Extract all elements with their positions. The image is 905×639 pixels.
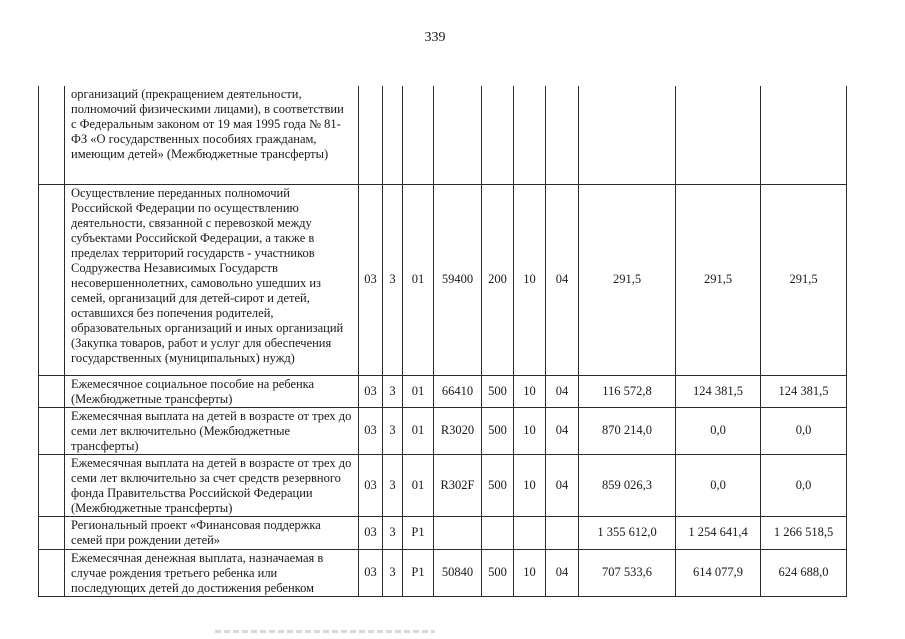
table-row [39, 549, 847, 596]
code-cell: R3020 [434, 407, 482, 454]
amount-cell: 1 254 641,4 [676, 516, 761, 549]
code-cell: 3 [383, 407, 403, 454]
amount-cell: 124 381,5 [676, 375, 761, 407]
code-cell [514, 516, 546, 549]
code-cell: 10 [514, 407, 546, 454]
row-description: Ежемесячная выплата на детей в возрасте от трех до семи лет включительно (Межбюджетные трансферты) [65, 407, 359, 454]
code-cell: 01 [403, 407, 434, 454]
row-gutter [39, 184, 65, 375]
code-cell: 59400 [434, 184, 482, 375]
row-gutter [39, 516, 65, 549]
amount-cell: 614 077,9 [676, 549, 761, 596]
code-cell: R302F [434, 454, 482, 516]
row-gutter [39, 454, 65, 516]
code-cell: 03 [359, 375, 383, 407]
code-cell: 3 [383, 549, 403, 596]
amount-cell: 0,0 [761, 407, 847, 454]
row-description: Ежемесячная денежная выплата, назначаемая в случае рождения третьего ребенка или последующих детей до достижения ребенком [65, 549, 359, 596]
code-cell: 3 [383, 516, 403, 549]
code-cell: 3 [383, 184, 403, 375]
code-cell: 04 [546, 454, 579, 516]
amount-cell: 291,5 [579, 184, 676, 375]
code-cell: 200 [482, 184, 514, 375]
code-cell: 04 [546, 375, 579, 407]
amount-cell: 0,0 [676, 407, 761, 454]
code-cell: 10 [514, 184, 546, 375]
code-cell [434, 86, 482, 184]
code-cell: 03 [359, 407, 383, 454]
code-cell: P1 [403, 516, 434, 549]
code-cell: 03 [359, 549, 383, 596]
row-gutter [39, 86, 65, 184]
amount-cell: 870 214,0 [579, 407, 676, 454]
code-cell: 04 [546, 407, 579, 454]
code-cell: 50840 [434, 549, 482, 596]
code-cell: 3 [383, 375, 403, 407]
amount-cell: 291,5 [761, 184, 847, 375]
code-cell: P1 [403, 549, 434, 596]
amount-cell: 124 381,5 [761, 375, 847, 407]
code-cell: 03 [359, 454, 383, 516]
row-description: Осуществление переданных полномочий Российской Федерации по осуществлению деятельности, связанной с перевозкой между субъектами Российской Федерации, а также в пределах территорий государств - участников Содружества Независимых Государств несовершеннолетних, самовольно ушедших из семей, организаций для детей-сирот и детей, оставшихся без попечения родителей, образовательных организаций и иных организаций (Закупка товаров, работ и услуг для обеспечения государственных (муниципальных) нужд) [65, 184, 359, 375]
code-cell [482, 516, 514, 549]
code-cell: 04 [546, 184, 579, 375]
budget-table [38, 86, 847, 597]
page-number: 339 [424, 30, 446, 45]
code-cell [482, 86, 514, 184]
code-cell: 500 [482, 454, 514, 516]
code-cell [546, 516, 579, 549]
amount-cell: 707 533,6 [579, 549, 676, 596]
code-cell [546, 86, 579, 184]
code-cell: 01 [403, 184, 434, 375]
code-cell: 10 [514, 375, 546, 407]
code-cell: 01 [403, 375, 434, 407]
row-description: Ежемесячное социальное пособие на ребенка (Межбюджетные трансферты) [65, 375, 359, 407]
amount-cell: 1 266 518,5 [761, 516, 847, 549]
amount-cell: 1 355 612,0 [579, 516, 676, 549]
amount-cell: 0,0 [676, 454, 761, 516]
row-gutter [39, 375, 65, 407]
row-gutter [39, 407, 65, 454]
row-description: Региональный проект «Финансовая поддержка семей при рождении детей» [65, 516, 359, 549]
table-row [39, 516, 847, 549]
code-cell: 04 [546, 549, 579, 596]
table-row [39, 407, 847, 454]
amount-cell: 116 572,8 [579, 375, 676, 407]
amount-cell: 859 026,3 [579, 454, 676, 516]
row-description: Ежемесячная выплата на детей в возрасте от трех до семи лет включительно за счет средств резервного фонда Правительства Российской Федерации (Межбюджетные трансферты) [65, 454, 359, 516]
code-cell: 03 [359, 516, 383, 549]
code-cell [434, 516, 482, 549]
scan-artifact [215, 630, 435, 633]
table-row [39, 454, 847, 516]
code-cell: 66410 [434, 375, 482, 407]
amount-cell: 291,5 [676, 184, 761, 375]
amount-cell [761, 86, 847, 184]
amount-cell: 624 688,0 [761, 549, 847, 596]
code-cell: 500 [482, 549, 514, 596]
table-row [39, 86, 847, 184]
table-row [39, 375, 847, 407]
code-cell [383, 86, 403, 184]
amount-cell [579, 86, 676, 184]
code-cell [403, 86, 434, 184]
code-cell: 10 [514, 549, 546, 596]
amount-cell [676, 86, 761, 184]
code-cell [514, 86, 546, 184]
row-gutter [39, 549, 65, 596]
code-cell: 500 [482, 407, 514, 454]
amount-cell: 0,0 [761, 454, 847, 516]
table-row [39, 184, 847, 375]
code-cell: 01 [403, 454, 434, 516]
code-cell [359, 86, 383, 184]
row-description: организаций (прекращением деятельности, полномочий физическими лицами), в соответствии с Федеральным законом от 19 мая 1995 года № 81-ФЗ «О государственных пособиях гражданам, имеющим детей» (Межбюджетные трансферты) [65, 86, 359, 184]
code-cell: 10 [514, 454, 546, 516]
code-cell: 03 [359, 184, 383, 375]
code-cell: 3 [383, 454, 403, 516]
code-cell: 500 [482, 375, 514, 407]
